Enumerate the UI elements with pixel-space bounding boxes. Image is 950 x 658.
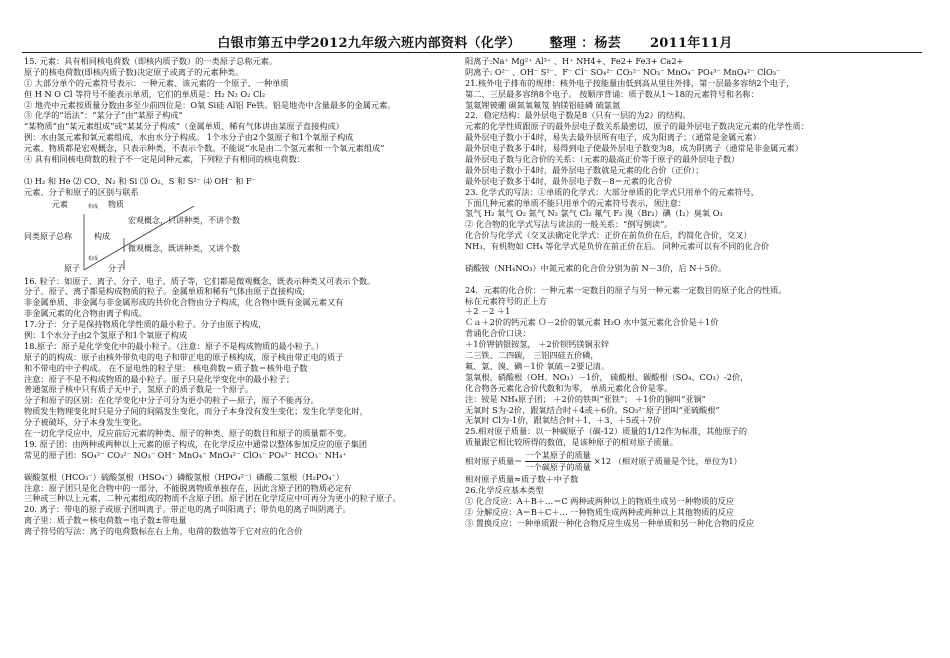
text-line: 元素、物质都是宏观概念，只表示种类，不表示个数。不能说“水是由二个氢元素和一个氧元素组成” bbox=[24, 143, 385, 154]
text-line: 22．稳定结构：最外层电子数是8（只有一层的为2）的结构。 bbox=[465, 110, 691, 121]
text-line: 相对原子质量≈质子数＋中子数 bbox=[465, 474, 579, 485]
text-line: 17.分子：分子是保持物质化学性质的最小粒子。分子由原子构成， bbox=[24, 319, 267, 330]
diagram-small-compose: 构成 bbox=[88, 203, 99, 210]
text-line: 最外层电子数多于4时，易得到电子使最外层电子数变为8，成为阴离子（通常是非金属元素） bbox=[465, 143, 803, 154]
text-line: 19. 原子团：由两种或两种以上元素的原子构成，在化学反应中通常以整体参加反应的原子集团 bbox=[24, 438, 368, 449]
text-line: 氢氧根、硝酸根（OH、NO₃）－1价， 硫酸根、碳酸根（SO₄、CO₃）-2价， bbox=[465, 371, 749, 382]
text-line: 氢氦锂铍硼 碳氮氧氟氖 钠镁铝硅磷 硫氯氩 bbox=[465, 99, 621, 110]
left-top-block bbox=[24, 56, 444, 198]
diagram-small-compose-2: 构成 bbox=[88, 255, 99, 262]
header-rule bbox=[22, 52, 922, 53]
right-top-block bbox=[465, 56, 910, 448]
left-column bbox=[24, 56, 444, 537]
relative-atomic-mass-formula bbox=[465, 448, 910, 474]
text-line bbox=[24, 461, 444, 472]
element-molecule-atom-diagram bbox=[24, 198, 324, 276]
text-line: 18.原子：原子是化学变化中的最小粒子。（注意：原子不是构成物质的最小粒子。） bbox=[24, 340, 324, 351]
text-line: 元素、分子和原子的区别与联系 bbox=[24, 186, 139, 197]
text-line: ① 化合反应：A＋B＋…＝C 两种或两种以上的物质生成另一种物质的反应 bbox=[465, 495, 735, 506]
text-line: NH₃、有机物如 CH₄ 等化学式是负价在前正价在后。 同种元素可以有不同的化合价 bbox=[465, 241, 770, 252]
text-line: 原子的的构成：原子由核外带负电的电子和带正电的原子核构成，原子核由带正电的质子 bbox=[24, 351, 344, 362]
text-line: 15. 元素：具有相同核电荷数（即核内质子数）的一类原子总称元素。 bbox=[24, 56, 278, 66]
text-line: ③ 化学的“语法”：“某分子”由“某原子构成” bbox=[24, 110, 183, 121]
text-line: 化合物各元素化合价代数和为零， 单质元素化合价是零。 bbox=[465, 382, 673, 393]
text-line: 注意：原子团只是化合物中的一部分，不能脱离物质单独存在，因此含原子团的物质必定有 bbox=[24, 482, 352, 493]
text-line bbox=[24, 165, 444, 176]
text-line: 在一切化学反应中，反应前后元素的种类、原子的种类、原子的数目和原子的质量都不变。 bbox=[24, 428, 352, 439]
text-line: 20. 离子：带电的原子或原子团叫离子。带正电的离子叫阳离子；带负电的离子叫阴离子。 bbox=[24, 504, 351, 515]
text-line: Ｃａ＋2价的钙元素 Ｏ－2价的氧元素 H₂O 水中氢元素化合价是＋1价 bbox=[465, 317, 719, 328]
text-line: 无氧时 S为-2价，跟氧结合时＋4或＋6价。SO₃²⁻原子团叫“亚硫酸根” bbox=[465, 404, 720, 415]
page-header: 白银市第五中学2012九年级六班内部资料（化学） 整理 ：杨芸 2011年11月 bbox=[217, 36, 733, 51]
text-line: 氢气 H₂ 氧气 O₂ 氮气 N₂ 氯气 Cl₂ 氟气 F₂ 溴（Br₂）碘（I₂）臭氧 O₃ bbox=[465, 208, 723, 219]
text-line: ＋1价钾钠银铵氢， ＋2价钡钙镁铜汞锌 bbox=[465, 339, 610, 350]
text-line: 三种或三种以上元素，二种元素组成的物质不含原子团。原子团在化学反应中可再分为更小的粒子原子。 bbox=[24, 493, 401, 504]
text-line: 注意：原子不是不构成物质的最小粒子。原子只是化学变化中的最小粒子； bbox=[24, 373, 295, 384]
right-bottom-block bbox=[465, 474, 910, 528]
text-line: 最外层电子数小于4时，最外层电子数就是元素的化合价（正价）； bbox=[465, 164, 704, 175]
diagram-micro: 微观概念，既讲种类，又讲个数 bbox=[128, 243, 240, 253]
diagram-atom: 原子 bbox=[64, 263, 80, 273]
text-line: 阴离子: O²⁻ 、OH⁻ S²⁻、F⁻ Cl⁻ SO₄²⁻ CO₃²⁻ NO₃⁻ MnO₄⁻ PO₄³⁻ MnO₄²⁻ ClO₃⁻ bbox=[465, 66, 781, 77]
text-line: 注：铵是 NH₄原子团； ＋2价的铁叫“亚铁”； ＋1价的铜叫“亚铜” bbox=[465, 393, 706, 404]
text-line: ④ 具有相同核电荷数的粒子不一定是同种元素，下列粒子有相同的核电荷数： bbox=[24, 154, 305, 165]
text-line: 元素的化学性质跟原子的最外层电子数关系最密切，原子的最外层电子数决定元素的化学性质： bbox=[465, 121, 809, 132]
text-line: 25.相对原子质量：以一种碳原子（碳-12）质量的1/12作为标准，其他原子的 bbox=[465, 426, 748, 437]
text-line: 21.核外电子排布的规律：核外电子按能量由低到高从里往外排，第一层最多容纳2个电子， bbox=[465, 77, 795, 88]
formula-fraction bbox=[525, 450, 591, 473]
text-line: 物质发生物理变化时只是分子间的间隔发生变化，而分子本身没有发生变化；发生化学变化时， bbox=[24, 406, 368, 417]
text-line: 常见的原子团：SO₄²⁻ CO₃²⁻ NO₃⁻ OH⁻ MnO₄⁻ MnO₄²⁻ ClO₃⁻ PO₄³⁻ HCO₃⁻ NH₄⁺ bbox=[24, 449, 347, 460]
formula-right: ×12 （相对原子质量是个比，单位为1） bbox=[593, 455, 742, 466]
text-line: 24．元素的化合价：一种元素一定数目的原子与另一种元素一定数目的原子化合的性质。 bbox=[465, 284, 787, 295]
diagram-macro: 宏观概念，只讲种类，不讲个数 bbox=[128, 215, 240, 225]
text-line: 最外层电子数与化合价的关系：（元素的最高正价等于原子的最外层电子数） bbox=[465, 154, 740, 165]
text-line: 硝酸铵（NH₄NO₃）中氮元素的化合价分别为前 N－3价，后 N＋5价。 bbox=[465, 262, 727, 273]
text-line: 最外层电子数多于4时，最外层电子数－8＝元素的化合价 bbox=[465, 175, 672, 186]
text-line: 例：1个水分子由2个氢原子和1个氧原子构成 bbox=[24, 330, 188, 341]
text-line: 分子、原子、离子都是构成物质的粒子。金属单质和稀有气体由原子直接构成; bbox=[24, 286, 306, 297]
text-line: ② 地壳中元素按质量分数由多至少前四位是：O氧 Si硅 Al铝 Fe铁。铝是地壳中含量最多的金属元素。 bbox=[24, 99, 396, 110]
text-line: 阳离子:Na⁺ Mg²⁺ Al³⁺ 、H⁺ NH4+、Fe2+ Fe3+ Ca2+ bbox=[465, 56, 684, 66]
text-line: 无氧时 Cl为-1价，跟氧结合时＋1、＋3、＋5或＋7价 bbox=[465, 415, 661, 426]
formula-numerator: 一个某原子的质量 bbox=[525, 449, 591, 460]
text-line bbox=[465, 252, 910, 263]
text-line: 非金属元素的化合物由离子构成。 bbox=[24, 308, 147, 319]
text-line: ＋2 －2 ＋1 bbox=[465, 306, 511, 317]
text-line: 普通氢原子核中只有质子无中子，氢原子的质子数是一个原子。 bbox=[24, 384, 254, 395]
text-line: 第二、三层最多容纳8个电子。 按顺序背诵：质子数从1～18的元素符号和名称： bbox=[465, 88, 759, 99]
text-line: 氟、氯、溴、碘－1价 氧硫－2要记清。 bbox=[465, 360, 610, 371]
left-bottom-block bbox=[24, 276, 444, 537]
text-line: 标在元素符号的正上方 bbox=[465, 295, 547, 306]
text-line: 16. 粒子：如原子、离子、分子、电子、质子等，它们都是微观概念，既表示种类又可表示个数。 bbox=[24, 275, 376, 286]
text-line: 和不带电的中子构成。 在不显电性的粒子里： 核电荷数＝质子数＝核外电子数 bbox=[24, 362, 308, 373]
text-line: “某物质”由“某元素组成”或“某某分子构成”（金属单质、稀有气体讲由某原子直接构成） bbox=[24, 121, 344, 132]
text-line: 但 H N O Cl 等符号不能表示单质，它们的单质是：H₂ N₂ O₂ Cl₂ bbox=[24, 88, 266, 99]
text-line: 例：水由氢元素和氧元素组成，水由水分子构成。 1个水分子由2个氢原子和1个氧原子构成 bbox=[24, 132, 354, 143]
diagram-element: 元素 bbox=[52, 199, 68, 209]
text-line: 非金属单质、非金属与非金属形成的共价化合物由分子构成，化合物中既有金属元素又有 bbox=[24, 297, 344, 308]
text-line: ⑴ H₂ 和 He ⑵ CO、N₂ 和 Si ⑶ O₂、S 和 S²⁻ ⑷ OH⁻ 和 F⁻ bbox=[24, 175, 256, 186]
text-line: 离子里：质子数＝核电荷数＝电子数±带电量 bbox=[24, 515, 187, 526]
diagram-compose: 构成 bbox=[94, 231, 110, 241]
text-line: ② 化合物的化学式写法与读法的一般关系：“倒写倒读”。 bbox=[465, 219, 673, 230]
text-line: 化合价与化学式（交叉法确定化学式：正价在前负价在后，约简化合价，交叉） bbox=[465, 230, 752, 241]
text-line: 最外层电子数小于4时，易失去最外层所有电子，成为阳离子；（通常是金属元素） bbox=[465, 132, 761, 143]
text-line: 碳酸氢根（HCO₃⁻）硫酸氢根（HSO₄⁻）磷酸氢根（HPO₄²⁻）磷酸二氢根（H₂PO₄⁻） bbox=[24, 471, 344, 482]
formula-denominator: 一个碳原子的质量 bbox=[525, 461, 591, 472]
text-line: 23. 化学式的写法：①单质的化学式：大部分单质的化学式只用单个的元素符号， bbox=[465, 186, 759, 197]
text-line: ② 分解反应：A＝B＋C＋… 一种物质生成两种或两种以上其他物质的反应 bbox=[465, 506, 735, 517]
text-line: ① 大部分单个的元素符号表示：一种元素、该元素的一个原子、一种单质 bbox=[24, 77, 289, 88]
text-line: 离子符号的写法：离子的电荷数标在右上角，电荷的数值等于它对应的化合价 bbox=[24, 526, 303, 537]
text-line: 质量跟它相比较所得的数值，是该种原子的相对原子质量。 bbox=[465, 437, 678, 448]
formula-left: 相对原子质量＝ bbox=[465, 455, 523, 466]
diagram-substance: 物质 bbox=[108, 199, 124, 209]
text-line: 分子和原子的区别：在化学变化中分子可分为更小的粒子—原子，原子不能再分。 bbox=[24, 395, 319, 406]
diagram-homo: 同类原子总称 bbox=[24, 231, 72, 241]
text-line: 原子的核电荷数(即核内质子数)决定原子或离子的元素种类。 bbox=[24, 66, 244, 77]
text-line: 二三铁、二四碳， 三铝四硅五价磷， bbox=[465, 350, 599, 361]
text-line: ③ 置换反应：一种单质跟一种化合物反应生成另一种单质和另一种化合物的反应 bbox=[465, 517, 755, 528]
diagram-molecule: 分子 bbox=[108, 263, 124, 273]
text-line: 26.化学反应基本类型 bbox=[465, 484, 544, 495]
text-line: 分子被破坏，分子本身发生变化。 bbox=[24, 417, 147, 428]
text-line bbox=[465, 274, 910, 285]
text-line: 下面几种元素的单质不能只用单个的元素符号表示，须注意： bbox=[465, 197, 687, 208]
text-line: 背诵化合价口诀： bbox=[465, 328, 531, 339]
right-column bbox=[465, 56, 910, 529]
